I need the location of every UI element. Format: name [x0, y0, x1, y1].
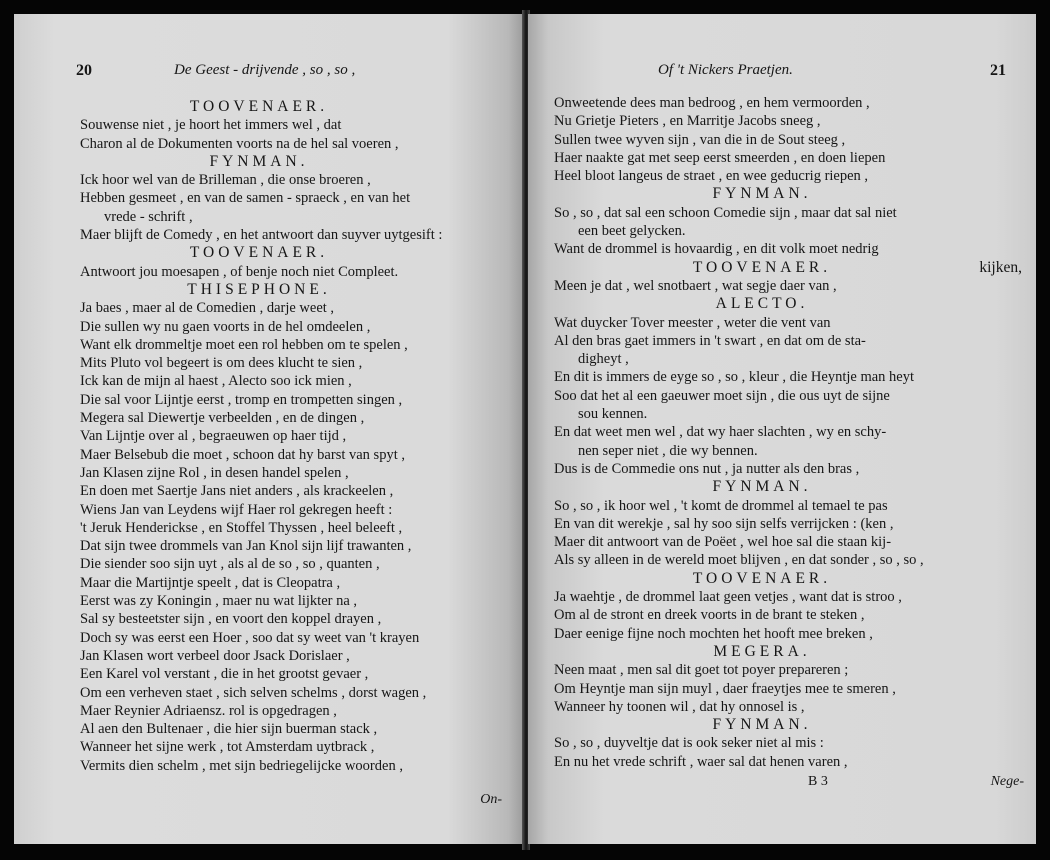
verse-line — [14, 720, 524, 738]
verse-line — [14, 372, 524, 390]
line-text: Jan Klasen wort verbeel door Jsack Dorislaer , — [80, 647, 350, 664]
line-text: Maer Belsebub die moet , schoon dat hy barst van spyt , — [80, 446, 405, 463]
line-text: Want elk drommeltje moet een rol hebben om te spelen , — [80, 336, 408, 353]
line-text: TOOVENAER. — [189, 98, 329, 115]
line-text: Charon al de Dokumenten voorts na de hel sal voeren , — [80, 135, 399, 152]
right-page — [528, 14, 1036, 844]
line-text: MEGERA. — [713, 642, 811, 660]
line-text: Want de drommel is hovaardig , en dit volk moet nedrig — [554, 241, 879, 258]
verse-line — [14, 208, 524, 226]
line-text: Eerst was zy Koningin , maer nu wat lijkter na , — [80, 593, 358, 610]
line-text: Wanneer het sijne werk , tot Amsterdam uytbrack , — [80, 739, 375, 756]
verse-line — [528, 680, 1036, 698]
verse-line — [14, 409, 524, 427]
verse-line — [528, 734, 1036, 752]
line-text: En nu het vrede schrift , waer sal dat henen varen , — [554, 753, 848, 770]
line-text: Sullen twee wyven sijn , van die in de Sout steeg , — [554, 131, 846, 148]
verse-line — [528, 423, 1036, 441]
speaker-heading — [528, 478, 1036, 496]
line-text: FYNMAN. — [712, 716, 812, 734]
line-text: Ja baes , maer al de Comedien , darje weet , — [80, 300, 335, 317]
verse-line — [14, 610, 524, 628]
line-text: Meen je dat , wel snotbaert , wat segje daer van , — [554, 277, 837, 294]
line-text: Van Lijntje over al , begraeuwen op haer tijd , — [80, 428, 347, 445]
line-text: Maer Reynier Adriaensz. rol is opgedragen , — [80, 702, 337, 719]
line-text: Jan Klasen zijne Rol , in desen handel spelen , — [80, 464, 349, 481]
verse-line — [528, 314, 1036, 332]
line-text: vrede - schrift , — [104, 208, 193, 225]
verse-line — [14, 299, 524, 317]
verse-line — [14, 446, 524, 464]
line-text: nen seper niet , die wy bennen. — [578, 442, 758, 459]
line-text: Ja waehtje , de drommel laat geen vetjes , want dat is stroo , — [554, 589, 902, 606]
verse-line — [528, 387, 1036, 405]
verse-line — [528, 149, 1036, 167]
verse-line — [528, 94, 1036, 112]
verse-line — [528, 661, 1036, 679]
verse-line — [528, 551, 1036, 569]
verse-line — [14, 464, 524, 482]
left-text-block — [14, 98, 524, 775]
speaker-heading — [528, 716, 1036, 734]
verse-line — [14, 684, 524, 702]
verse-line — [14, 226, 524, 244]
line-text: Wiens Jan van Leydens wijf Haer rol gekregen heeft : — [80, 501, 393, 518]
line-text: Vermits dien schelm , met sijn bedriegelijcke woorden , — [80, 757, 403, 774]
left-page-number: 20 — [76, 62, 92, 79]
speaker-heading — [528, 259, 1036, 277]
line-text: Maer blijft de Comedy , en het antwoort dan suyver uytgesift : — [80, 227, 443, 244]
line-text: Al den bras gaet immers in 't swart , en dat om de sta- — [554, 332, 866, 349]
verse-line — [14, 427, 524, 445]
speaker-heading — [14, 244, 524, 262]
line-text: Neen maat , men sal dit goet tot poyer prepareren ; — [554, 662, 849, 679]
verse-line — [14, 702, 524, 720]
speaker-heading — [14, 98, 524, 116]
line-text: So , so , duyveltje dat is ook seker niet al mis : — [554, 735, 824, 752]
line-text: Sal sy besteetster sijn , en voort den koppel drayen , — [80, 611, 382, 628]
line-text: Een Karel vol verstant , die in het grootst gevaer , — [80, 666, 369, 683]
verse-line — [14, 171, 524, 189]
verse-line — [528, 204, 1036, 222]
line-text: Wanneer hy toonen wil , dat hy onnosel is , — [554, 698, 805, 715]
verse-line — [528, 222, 1036, 240]
verse-line — [528, 533, 1036, 551]
verse-line — [14, 665, 524, 683]
line-text: Om Heyntje man sijn muyl , daer fraeytjes mee te smeren , — [554, 680, 896, 697]
line-text: 't Jeruk Henderickse , en Stoffel Thyssen , heel beleeft , — [80, 519, 403, 536]
line-text: een beet gelycken. — [578, 223, 686, 240]
line-text: Mits Pluto vol begeert is om dees klucht te sien , — [80, 355, 363, 372]
line-text: Als sy alleen in de wereld moet blijven , en dat sonder , so , so , — [554, 552, 924, 569]
verse-line — [528, 515, 1036, 533]
line-text: Ick kan de mijn al haest , Alecto soo ick mien , — [80, 373, 352, 390]
speaker-heading — [528, 295, 1036, 313]
left-page — [14, 14, 524, 844]
line-text: THISEPHONE. — [187, 280, 331, 298]
left-catchword: On- — [480, 792, 502, 807]
line-text: TOOVENAER. — [189, 244, 329, 262]
line-text: Hebben gesmeet , en van de samen - spraeck , en van het — [80, 190, 411, 207]
line-text: So , so , dat sal een schoon Comedie sijn , maar dat sal niet — [554, 204, 897, 221]
line-text: Heel bloot langeus de straet , en wee geducrig riepen , — [554, 168, 869, 185]
line-text: Megera sal Diewertje verbeelden , en de dingen , — [80, 410, 365, 427]
line-text: Nu Grietje Pieters , en Marritje Jacobs sneeg , — [554, 113, 821, 130]
verse-line — [528, 606, 1036, 624]
line-text: Soo dat het al een gaeuwer moet sijn , die ous uyt de sijne — [554, 387, 890, 404]
verse-line — [14, 189, 524, 207]
line-text: Maar die Martijntje speelt , dat is Cleopatra , — [80, 574, 341, 591]
verse-line — [14, 263, 524, 281]
verse-line — [528, 698, 1036, 716]
verse-line — [14, 519, 524, 537]
line-text: En dit is immers de eyge so , so , kleur , die Heyntje man heyt — [554, 369, 915, 386]
line-text: Antwoort jou moesapen , of benje noch niet Compleet. — [80, 263, 399, 280]
speaker-heading — [14, 281, 524, 299]
verse-line — [528, 240, 1036, 258]
verse-line — [528, 497, 1036, 515]
verse-line — [528, 625, 1036, 643]
verse-line — [528, 131, 1036, 149]
verse-line — [528, 460, 1036, 478]
verse-line — [528, 112, 1036, 130]
line-text: sou kennen. — [578, 406, 648, 423]
line-text: Onweetende dees man bedroog , en hem vermoorden , — [554, 95, 870, 111]
line-text: En doen met Saertje Jans niet anders , als krackeelen , — [80, 483, 394, 500]
verse-line — [528, 368, 1036, 386]
verse-line — [14, 537, 524, 555]
signature-mark: B 3 — [808, 774, 828, 789]
speaker-heading — [528, 185, 1036, 203]
line-text: FYNMAN. — [209, 152, 309, 170]
line-text: Al aen den Bultenaer , die hier sijn buerman stack , — [80, 721, 378, 738]
line-text: Wat duycker Tover meester , weter die vent van — [554, 314, 831, 331]
verse-line — [14, 482, 524, 500]
verse-line — [528, 405, 1036, 423]
left-page-header — [14, 62, 524, 84]
line-text: Ick hoor wel van de Brilleman , die onse broeren , — [80, 172, 371, 189]
line-trail-text: kijken, — [979, 258, 1022, 276]
verse-line — [14, 391, 524, 409]
verse-line — [528, 753, 1036, 771]
left-running-title: De Geest - drijvende , so , so , — [174, 62, 356, 78]
line-text: En van dit werekje , sal hy soo sijn selfs verrijcken : (ken , — [554, 515, 894, 532]
verse-line — [14, 592, 524, 610]
verse-line — [14, 318, 524, 336]
line-text: En dat weet men wel , dat wy haer slachten , wy en schy- — [554, 424, 887, 441]
verse-line — [14, 629, 524, 647]
verse-line — [14, 647, 524, 665]
line-text: ALECTO. — [715, 295, 809, 313]
line-text: TOOVENAER. — [692, 258, 832, 276]
line-text: FYNMAN. — [712, 185, 812, 203]
line-text: Die siender soo sijn uyt , als al de so , so , quanten , — [80, 556, 380, 573]
right-page-number: 21 — [990, 62, 1006, 79]
line-text: Dat sijn twee drommels van Jan Knol sijn lijf trawanten , — [80, 538, 412, 555]
speaker-heading — [528, 643, 1036, 661]
line-text: Om een verheven staet , sich selven schelms , dorst wagen , — [80, 684, 427, 701]
verse-line — [14, 738, 524, 756]
line-text: Daer eenige fijne noch mochten het hooft mee breken , — [554, 625, 873, 642]
right-text-block — [528, 94, 1036, 771]
verse-line — [14, 336, 524, 354]
verse-line — [14, 135, 524, 153]
line-text: Dus is de Commedie ons nut , ja nutter als den bras , — [554, 460, 860, 477]
verse-line — [14, 555, 524, 573]
right-catchword: Nege- — [990, 774, 1024, 789]
verse-line — [528, 350, 1036, 368]
line-text: digheyt , — [578, 351, 629, 368]
verse-line — [528, 167, 1036, 185]
verse-line — [528, 277, 1036, 295]
line-text: So , so , ik hoor wel , 't komt de drommel al temael te pas — [554, 497, 888, 514]
verse-line — [14, 757, 524, 775]
verse-line — [14, 116, 524, 134]
line-text: Haer naakte gat met seep eerst smeerden , en doen liepen — [554, 149, 886, 166]
line-text: Souwense niet , je hoort het immers wel , dat — [80, 117, 342, 134]
verse-line — [528, 442, 1036, 460]
speaker-heading — [528, 570, 1036, 588]
line-text: Maer dit antwoort van de Poëet , wel hoe sal die staan kij- — [554, 534, 892, 551]
line-text: Om al de stront en dreek voorts in de brant te steken , — [554, 607, 865, 624]
speaker-heading — [14, 153, 524, 171]
line-text: Die sal voor Lijntje eerst , tromp en trompetten singen , — [80, 391, 403, 408]
verse-line — [14, 354, 524, 372]
line-text: FYNMAN. — [712, 478, 812, 496]
line-text: TOOVENAER. — [692, 569, 832, 587]
right-running-title: Of 't Nickers Praetjen. — [658, 62, 793, 78]
line-text: Die sullen wy nu gaen voorts in de hel omdeelen , — [80, 318, 371, 335]
verse-line — [14, 574, 524, 592]
verse-line — [528, 588, 1036, 606]
line-text: Doch sy was eerst een Hoer , soo dat sy weet van 't krayen — [80, 629, 420, 646]
verse-line — [14, 501, 524, 519]
verse-line — [528, 332, 1036, 350]
right-page-header — [528, 62, 1036, 84]
